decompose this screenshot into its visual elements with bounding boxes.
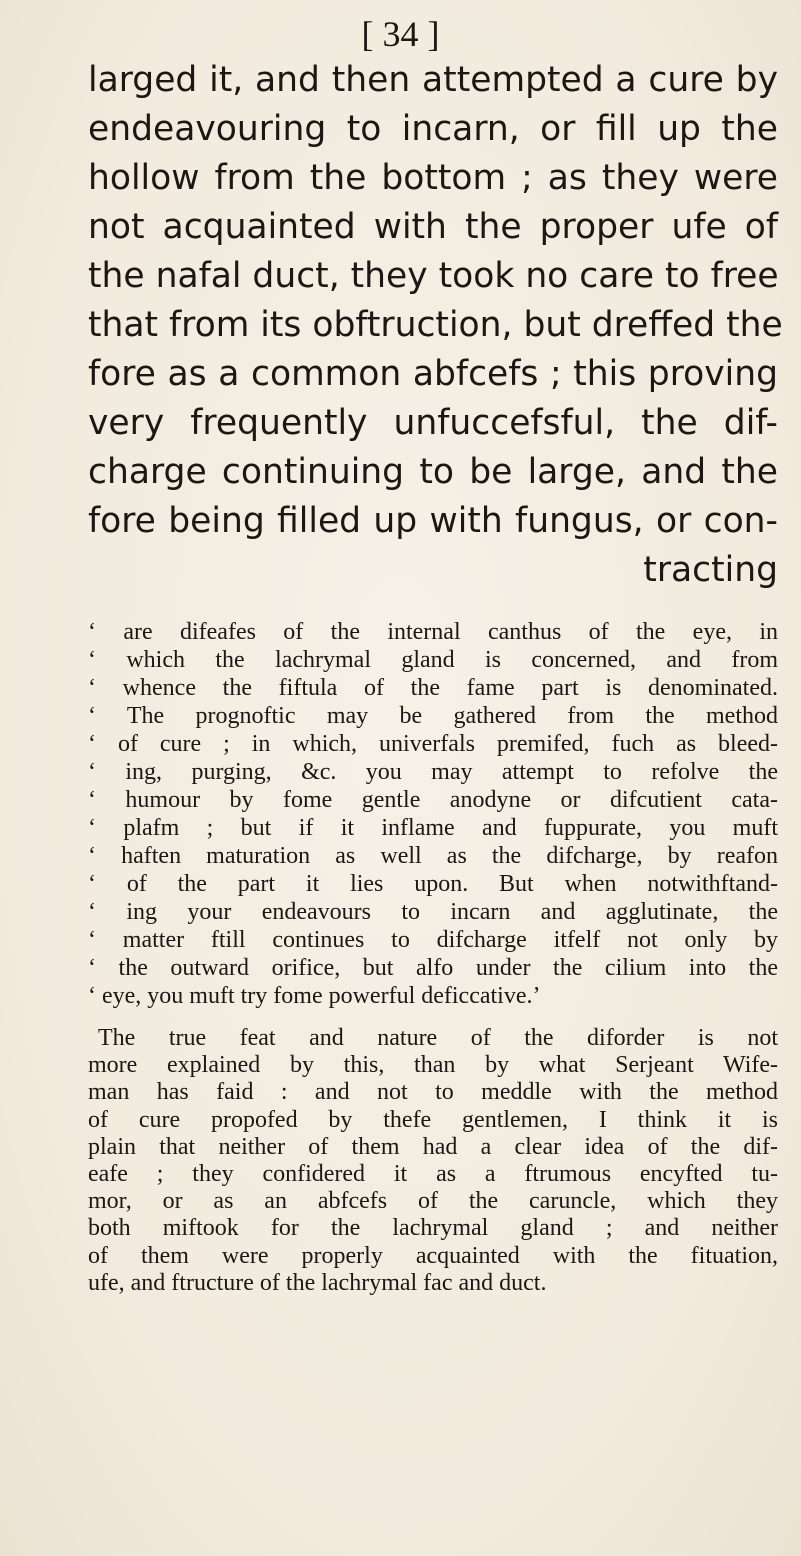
footnote-line: ‘ humour by fome gentle anodyne or difcutient cata- — [88, 787, 778, 813]
footnote-line: ‘ matter ftill continues to difcharge itfelf not only by — [88, 927, 778, 953]
footnote-line: ‘ of the part it lies upon. But when notwithftand- — [88, 871, 778, 897]
main-text-line: not acquainted with the proper ufe of — [88, 207, 778, 247]
main-text-line: hollow from the bottom ; as they were — [88, 158, 778, 198]
main-text-line: very frequently unfuccefsful, the dif- — [88, 403, 778, 443]
body-line: plain that neither of them had a clear idea of the dif- — [88, 1133, 778, 1160]
catchword: tracting — [643, 550, 778, 590]
main-text-line: larged it, and then attempted a cure by — [88, 60, 778, 100]
footnote-line: ‘ of cure ; in which, univerfals premifed, fuch as bleed- — [88, 731, 778, 757]
footnote-line: ‘ ing, purging, &c. you may attempt to refolve the — [88, 759, 778, 785]
body-line: of cure propofed by thefe gentlemen, I think it is — [88, 1106, 778, 1133]
footnote-line: ‘ eye, you muft try fome powerful deficcative.’ — [88, 983, 541, 1009]
main-text-line: the nafal duct, they took no care to free — [88, 256, 779, 296]
main-text-line: endeavouring to incarn, or fill up the — [88, 109, 778, 149]
main-text-line: charge continuing to be large, and the — [88, 452, 778, 492]
main-text — [88, 56, 783, 595]
body-line: ufe, and ftructure of the lachrymal fac and duct. — [88, 1269, 547, 1296]
main-text-line: fore as a common abfcefs ; this proving — [88, 354, 778, 394]
body-line: eafe ; they confidered it as a ftrumous encyfted tu- — [88, 1160, 778, 1187]
main-text-line: that from its obftruction, but dreffed the — [88, 305, 783, 345]
body-line: The true feat and nature of the diforder is not — [98, 1025, 778, 1051]
footnote-line: ‘ plafm ; but if it inflame and fuppurate, you muft — [88, 815, 778, 841]
body-line: of them were properly acquainted with the fituation, — [88, 1242, 778, 1269]
footnote-quotation — [88, 618, 778, 1010]
footnote-line: ‘ ing your endeavours to incarn and agglutinate, the — [88, 899, 778, 925]
footnote-line: ‘ The prognoftic may be gathered from the method — [88, 703, 778, 729]
page-number: [ 34 ] — [361, 14, 440, 54]
body-line: mor, or as an abfcefs of the caruncle, which they — [88, 1188, 778, 1215]
main-text-line: fore being filled up with fungus, or con- — [88, 501, 778, 541]
footnote-line: ‘ haften maturation as well as the difcharge, by reafon — [88, 843, 778, 869]
body-paragraph — [88, 1025, 778, 1297]
body-line: more explained by this, than by what Serjeant Wife- — [88, 1052, 778, 1079]
footnote-line: ‘ the outward orifice, but alfo under the cilium into the — [88, 955, 778, 981]
footnote-line: ‘ which the lachrymal gland is concerned, and from — [88, 647, 778, 673]
body-line: both miftook for the lachrymal gland ; and neither — [88, 1215, 778, 1242]
footnote-line: ‘ are difeafes of the internal canthus of the eye, in — [88, 619, 778, 645]
footnote-line: ‘ whence the fiftula of the fame part is denominated. — [88, 675, 778, 701]
body-line: man has faid : and not to meddle with the method — [88, 1079, 778, 1106]
